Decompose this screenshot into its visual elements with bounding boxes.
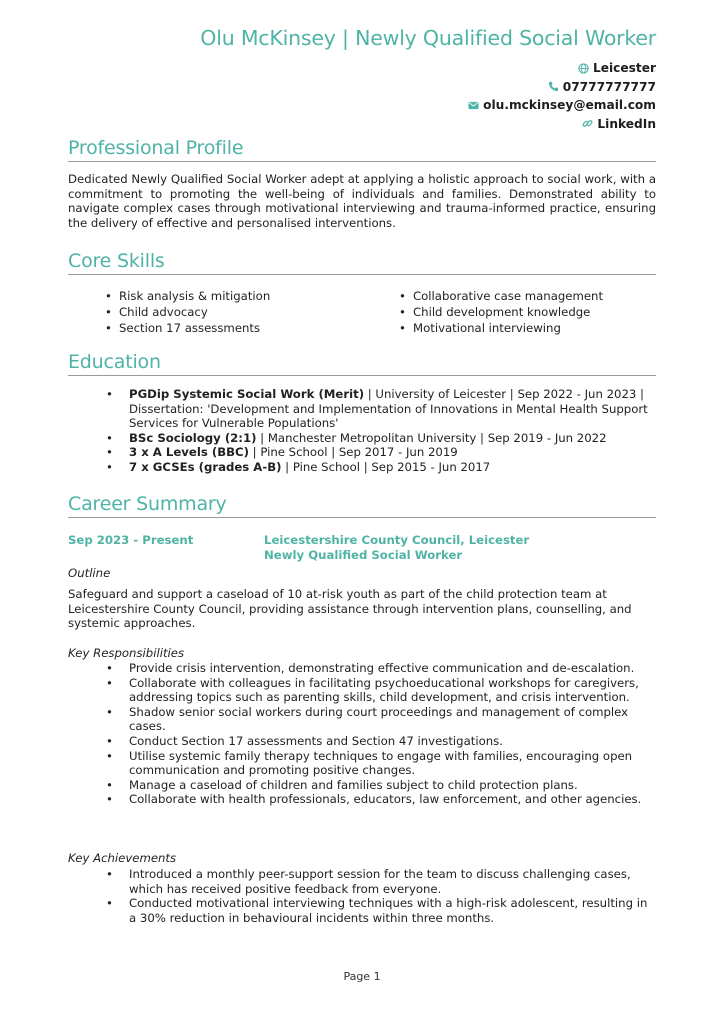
- skill-item: • Child development knowledge: [399, 304, 603, 320]
- skill-item: • Child advocacy: [105, 304, 270, 320]
- education-item: [68, 445, 656, 460]
- job-dates: Sep 2023 - Present: [68, 533, 194, 547]
- skill-item: • Collaborative case management: [399, 288, 603, 304]
- section-title-education: Education: [68, 350, 656, 376]
- contact-email-text: olu.mckinsey@email.com: [483, 98, 656, 113]
- responsibility-item: • Manage a caseload of children and families subject to child protection plans.: [68, 778, 656, 793]
- responsibilities-label: Key Responsibilities: [68, 646, 185, 660]
- skill-item: • Risk analysis & mitigation: [105, 288, 270, 304]
- globe-icon: [578, 63, 589, 74]
- contact-linkedin-text: LinkedIn: [597, 116, 656, 131]
- education-list: [68, 387, 656, 475]
- job-outline: Safeguard and support a caseload of 10 at-risk youth as part of the child protection team at Leicestershire County Council, providing assistance through intervention plans, counselling, and systemic approaches.: [68, 587, 632, 631]
- education-details: | Pine School | Sep 2017 - Jun 2019: [248, 445, 458, 460]
- achievement-item: • Conducted motivational interviewing techniques with a high-risk adolescent, resulting in a 30% reduction in behavioural incidents within three months.: [68, 896, 656, 925]
- responsibility-item: • Provide crisis intervention, demonstrating effective communication and de-escalation.: [68, 661, 656, 676]
- education-item: [68, 431, 656, 446]
- phone-icon: [548, 81, 559, 92]
- outline-label: Outline: [68, 566, 111, 580]
- education-item: [68, 460, 656, 475]
- section-title-career: Career Summary: [68, 492, 656, 518]
- education-details: | Pine School | Sep 2015 - Jun 2017: [281, 459, 491, 474]
- profile-summary: Dedicated Newly Qualified Social Worker adept at applying a holistic approach to social work, with a commitment to promoting the well-being of individuals and families. Demonstrated ability to navigate complex cases through motivational interviewing and trauma-informed practice, ensuring the delivery of effective and personalised interventions.: [68, 172, 656, 230]
- education-qualification: PGDip Systemic Social Work (Merit): [129, 387, 365, 401]
- skill-item: • Section 17 assessments: [105, 320, 270, 336]
- education-details: | University of Leicester | Sep 2022 - Jun 2023 | Dissertation: 'Development and Implementation of Innovations in Mental Health Support Services for Vulnerable Populations': [129, 387, 648, 431]
- section-title-skills: Core Skills: [68, 249, 656, 275]
- contact-location-text: Leicester: [592, 61, 656, 76]
- job-role: Newly Qualified Social Worker: [264, 547, 463, 562]
- contact-details: [468, 59, 656, 133]
- education-item: [68, 387, 656, 431]
- candidate-name-title: Olu McKinsey | Newly Qualified Social Worker: [200, 26, 656, 50]
- achievements-label: Key Achievements: [68, 851, 177, 865]
- job-employer: Leicestershire County Council, Leicester: [264, 533, 530, 547]
- responsibilities-list: [68, 661, 656, 807]
- link-icon: [582, 118, 593, 129]
- contact-email[interactable]: [468, 96, 656, 115]
- contact-linkedin[interactable]: [468, 115, 656, 134]
- job-header: [264, 533, 529, 562]
- responsibility-item: • Conduct Section 17 assessments and Section 47 investigations.: [68, 734, 656, 749]
- envelope-icon: [468, 100, 479, 111]
- education-qualification: 3 x A Levels (BBC): [129, 445, 249, 460]
- skill-item: • Motivational interviewing: [399, 320, 603, 336]
- education-details: | Manchester Metropolitan University | Sep 2019 - Jun 2022: [256, 430, 607, 445]
- page-number: Page 1: [343, 970, 381, 983]
- contact-location: [468, 59, 656, 78]
- responsibility-item: • Collaborate with health professionals, educators, law enforcement, and other agencies.: [68, 792, 656, 807]
- responsibility-item: • Utilise systemic family therapy techniques to engage with families, encouraging open communication and promoting positive changes.: [68, 749, 656, 778]
- responsibility-item: • Collaborate with colleagues in facilitating psychoeducational workshops for caregivers, addressing topics such as parenting skills, child development, and crisis intervention.: [68, 676, 656, 705]
- contact-phone[interactable]: [468, 78, 656, 97]
- responsibility-item: • Shadow senior social workers during court proceedings and management of complex cases.: [68, 705, 656, 734]
- education-qualification: BSc Sociology (2:1): [129, 430, 257, 445]
- contact-phone-text: 07777777777: [562, 79, 656, 94]
- skills-list-left: [105, 288, 270, 336]
- skills-list-right: [399, 288, 603, 336]
- achievements-list: [68, 867, 656, 925]
- achievement-item: • Introduced a monthly peer-support session for the team to discuss challenging cases, which has received positive feedback from everyone.: [68, 867, 656, 896]
- education-qualification: 7 x GCSEs (grades A-B): [129, 459, 282, 474]
- section-title-profile: Professional Profile: [68, 136, 656, 162]
